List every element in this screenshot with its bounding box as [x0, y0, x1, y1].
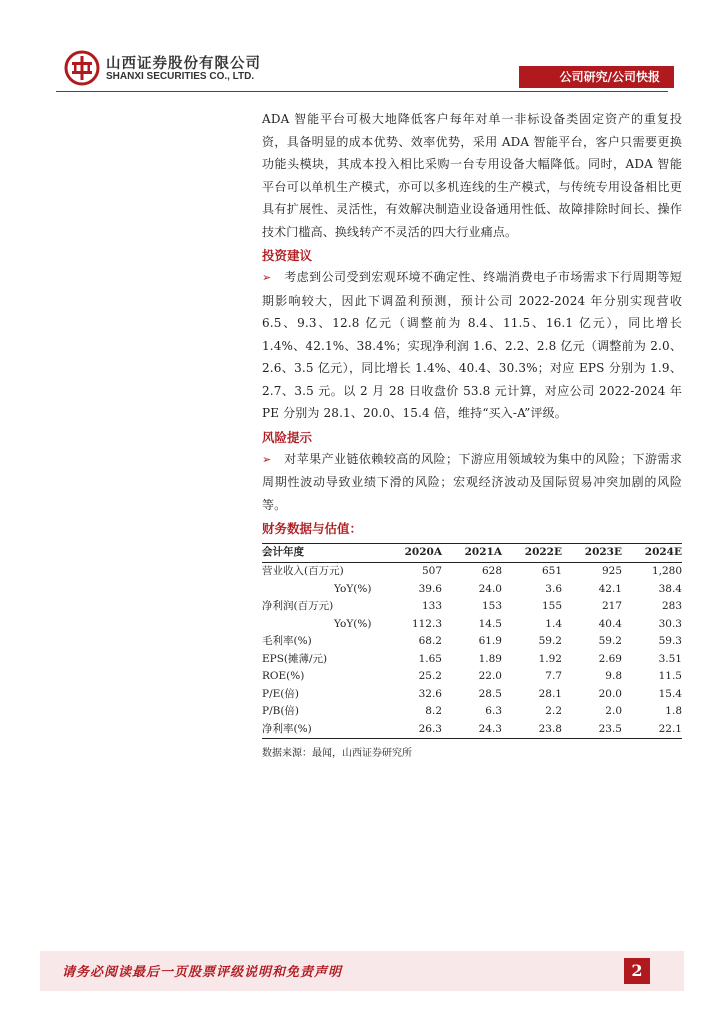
table-cell: 7.7 [545, 670, 562, 682]
risk-section-title: 风险提示 [262, 429, 313, 445]
intro-paragraph: ADA 智能平台可极大地降低客户每年对单一非标设备类固定资产的重复投资，具备明显的成本优势、效率优势，采用 ADA 智能平台，客户只需要更换功能头模块，其成本投入相比采购一台专用设备大幅降低。同时，ADA 智能平台可以单机生产模式，亦可以多机连线的生产模式，与传统专用设备相比更具有扩展性、灵活性，有效解决制造业设备通用性低、故障排除时间长、操作技术门槛高、换线转产不灵活的四大行业痛点。 [262, 112, 682, 239]
financials-title: 财务数据与估值： [262, 521, 363, 536]
table-cell: 59.2 [538, 635, 562, 647]
table-cell: 40.4 [598, 617, 622, 630]
table-cell: 28.5 [478, 687, 502, 700]
table-cell: 1.65 [418, 652, 442, 665]
table-row [262, 703, 682, 721]
table-cell: 1.4 [545, 617, 562, 630]
table-cell: 155 [541, 600, 562, 612]
row-label: P/B(倍) [262, 705, 300, 717]
row-label: 毛利率(%) [262, 635, 312, 647]
table-cell: 38.4 [658, 582, 682, 595]
table-cell: 22.1 [622, 721, 682, 739]
table-cell: 651 [541, 565, 562, 577]
table-cell: 59.3 [658, 635, 682, 647]
page-number: 2 [624, 958, 650, 984]
table-cell: 24.3 [442, 721, 502, 739]
table-row [262, 616, 682, 634]
table-cell: 23.8 [502, 721, 562, 739]
table-cell: 112.3 [411, 617, 442, 630]
table-cell: 25.2 [418, 670, 442, 682]
financial-table-body [262, 544, 682, 739]
risk-text: 对苹果产业链依赖较高的风险；下游应用领域较为集中的风险；下游需求周期性波动导致业绩下滑的风险；宏观经济波动及国际贸易冲突加剧的风险等。 [262, 451, 682, 512]
risk-paragraph [262, 448, 682, 517]
table-cell: 23.5 [562, 721, 622, 739]
column-header: 2020A [384, 544, 442, 563]
table-cell: 217 [601, 600, 622, 612]
table-row [262, 686, 682, 704]
shanxi-securities-logo [64, 50, 100, 86]
table-cell: 8.2 [425, 705, 442, 717]
table-cell: 133 [421, 600, 442, 612]
table-row [262, 563, 682, 581]
table-cell: 1.89 [478, 652, 502, 665]
table-row [262, 581, 682, 599]
footer-disclaimer: 请务必阅读最后一页股票评级说明和免责声明 [62, 965, 343, 980]
table-cell: 30.3 [658, 617, 682, 630]
row-label: ROE(%) [262, 670, 305, 682]
table-cell: 22.0 [478, 670, 502, 682]
financial-table [262, 543, 682, 739]
column-header: 2022E [502, 544, 562, 563]
row-label: P/E(倍) [262, 687, 299, 700]
table-row [262, 668, 682, 686]
column-header: 会计年度 [262, 544, 384, 563]
row-label: 营业收入(百万元) [262, 565, 344, 577]
table-cell: 20.0 [598, 687, 622, 700]
investment-paragraph [262, 266, 682, 425]
data-source-note: 数据来源：最闻，山西证券研究所 [262, 748, 412, 759]
row-label: YoY(%) [334, 617, 372, 630]
table-cell: 32.6 [418, 687, 442, 700]
table-row [262, 598, 682, 616]
table-cell: 2.2 [545, 705, 562, 717]
column-header: 2023E [562, 544, 622, 563]
table-cell: 1,280 [651, 565, 682, 577]
bullet-arrow-icon: ➢ [262, 452, 272, 466]
table-cell: 3.51 [658, 652, 682, 665]
bullet-arrow-icon: ➢ [262, 271, 272, 284]
table-row [262, 721, 682, 739]
investment-section-title: 投资建议 [262, 248, 313, 263]
table-cell: 283 [661, 600, 682, 612]
report-type-badge: 公司研究/公司快报 [519, 66, 674, 88]
table-cell: 28.1 [538, 687, 562, 700]
table-row [262, 633, 682, 651]
table-cell: 9.8 [605, 670, 622, 682]
report-content [262, 108, 682, 759]
table-cell: 68.2 [418, 635, 442, 647]
investment-text: 考虑到公司受到宏观环境不确定性、终端消费电子市场需求下行周期等短期影响较大，因此下调盈利预测，预计公司 2022-2024 年分别实现营收 6.5、9.3、12.8 亿元（调整前为 8.4、11.5、16.1 亿元），同比增长 1.4%、42.1%、38.4%；实现净利润 1.6、2.2、2.8 亿元（调整前为 2.0、2.6、3.5 亿元），同比增长 1.4%、40.4、30.3%；对应 EPS 分别为 1.9、2.7、3.5 元。以 2 月 28 日收盘价 53.8 元计算，对应公司 2022-2024 年 PE 分别为 28.1、20.0、15.4 倍，维持“买入-A”评级。 [262, 270, 682, 420]
table-cell: 26.3 [384, 721, 442, 739]
company-name-en: SHANXI SECURITIES CO., LTD. [106, 71, 255, 82]
table-cell: 6.3 [485, 705, 502, 717]
table-header-row [262, 544, 682, 563]
table-cell: 42.1 [598, 582, 622, 595]
table-cell: 24.0 [478, 582, 502, 595]
row-label: YoY(%) [334, 582, 372, 595]
table-cell: 61.9 [478, 635, 502, 647]
table-cell: 925 [601, 565, 622, 577]
table-cell: 628 [481, 565, 502, 577]
table-cell: 3.6 [545, 582, 562, 595]
table-cell: 2.69 [598, 652, 622, 665]
table-cell: 1.8 [665, 705, 682, 717]
row-label: EPS(摊薄/元) [262, 652, 328, 665]
row-label: 净利率(%) [262, 721, 384, 739]
table-cell: 59.2 [598, 635, 622, 647]
table-cell: 15.4 [658, 687, 682, 700]
table-cell: 39.6 [418, 582, 442, 595]
table-cell: 153 [481, 600, 502, 612]
column-header: 2021A [442, 544, 502, 563]
header-divider [56, 91, 668, 92]
table-cell: 11.5 [658, 670, 682, 682]
table-row [262, 651, 682, 669]
table-cell: 2.0 [605, 705, 622, 717]
table-cell: 507 [421, 565, 442, 577]
table-cell: 1.92 [538, 652, 562, 665]
column-header: 2024E [622, 544, 682, 563]
row-label: 净利润(百万元) [262, 600, 334, 612]
company-name-cn: 山西证券股份有限公司 [106, 56, 261, 72]
table-cell: 14.5 [478, 617, 502, 630]
